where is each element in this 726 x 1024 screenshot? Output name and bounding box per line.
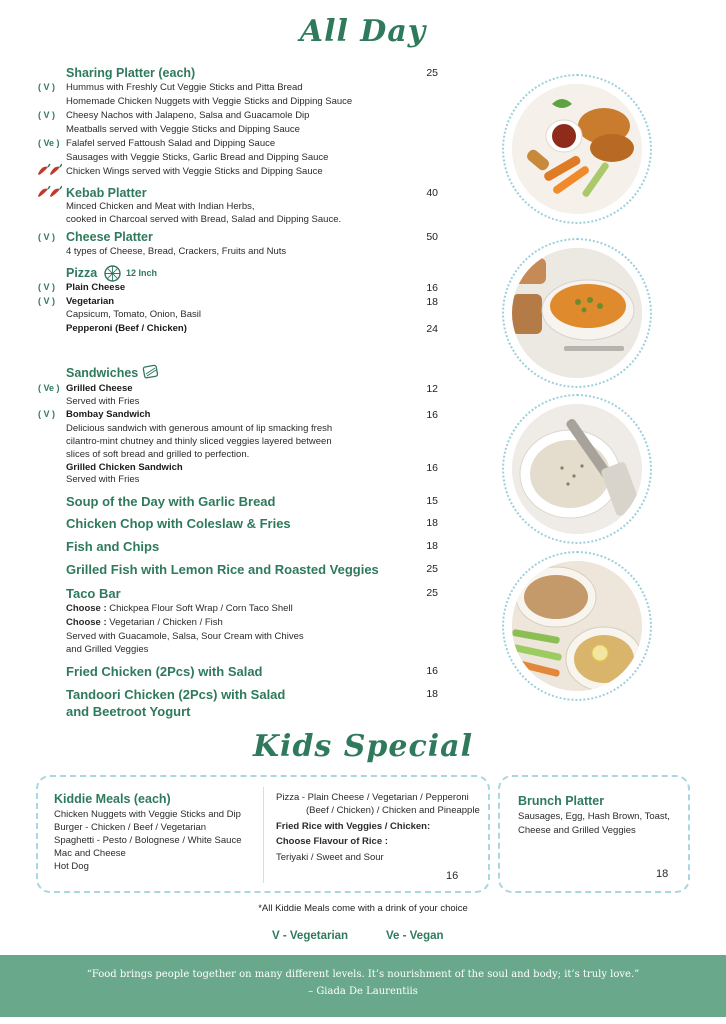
veg-tag: ( V ) [38,296,55,306]
footer-author: – Giada De Laurentiis [308,986,418,997]
sandwich-desc: slices of soft bread and grilled to perfection. [66,449,250,460]
cheese-platter-price: 50 [426,231,438,243]
sandwich-desc: cilantro-mint chutney and thinly sliced veggies layered between [66,436,332,447]
pizza-item-price: 24 [426,323,438,335]
pizza-item-name: Vegetarian [66,296,115,307]
hummus-photo [502,551,652,701]
platter-item: Chicken Wings served with Veggie Sticks and Dipping Sauce [66,166,323,177]
kiddie-meal-item: Pizza - Plain Cheese / Vegetarian / Pepperoni [276,792,469,803]
pizza-item-desc: Capsicum, Tomato, Onion, Basil [66,309,201,320]
footer-quote: “Food brings people together on many different levels. It’s nourishment of the soul and body; it’s truly love.” [86,969,640,980]
sharing-platter-price: 25 [426,67,438,79]
kiddie-meal-item: Choose Flavour of Rice : [276,836,388,847]
taco-bar-title: Taco Bar [66,586,121,601]
kids-special-title: Kids Special [252,729,473,764]
chili-icon [36,185,62,202]
chili-icon [36,163,62,180]
taco-desc-line: and Grilled Veggies [66,644,149,655]
platter-item: Hummus with Freshly Cut Veggie Sticks and Pitta Bread [66,82,303,93]
divider [263,787,264,883]
sandwich-name: Bombay Sandwich [66,409,151,420]
sandwich-price: 16 [426,462,438,474]
tandoori-title-line2: and Beetroot Yogurt [66,704,191,719]
taco-choose-line [66,603,293,614]
taco-choose-label: Choose : [66,617,107,628]
platter-item: Homemade Chicken Nuggets with Veggie Sticks and Dipping Sauce [66,96,353,107]
pizza-item-name: Plain Cheese [66,282,126,293]
platter-item: Meatballs served with Veggie Sticks and Dipping Sauce [66,124,300,135]
pizza-size: 12 Inch [126,268,158,278]
all-day-title: All Day [299,14,427,49]
veg-tag: ( V ) [38,409,55,419]
brunch-price: 18 [656,868,669,880]
vegan-tag: ( Ve ) [38,383,60,393]
taco-bar-price: 25 [426,587,438,599]
brunch-desc: Cheese and Grilled Veggies [518,825,636,836]
kiddie-meal-item: Chicken Nuggets with Veggie Sticks and Dip [54,809,241,820]
taco-choose-label: Choose : [66,603,107,614]
sandwich-desc: Delicious sandwich with generous amount of lip smacking fresh [66,423,333,434]
cheese-platter-title: Cheese Platter [66,230,153,244]
sandwich-icon [142,363,160,385]
taco-choose-text: Chickpea Flour Soft Wrap / Corn Taco Shell [109,603,293,614]
pizza-item-name: Pepperoni (Beef / Chicken) [66,323,187,334]
fried-chicken-title: Fried Chicken (2Pcs) with Salad [66,664,263,679]
taco-choose-text: Vegetarian / Chicken / Fish [109,617,223,628]
sandwich-desc: Served with Fries [66,474,140,485]
brunch-desc: Sausages, Egg, Hash Brown, Toast, [518,811,670,822]
main-item-name: Soup of the Day with Garlic Bread [66,494,276,509]
dip-photo [502,394,652,544]
legend-vegan: Ve - Vegan [386,930,444,942]
vegan-tag: ( Ve ) [38,138,60,148]
main-item-price: 25 [426,563,438,575]
kiddie-meal-item: Hot Dog [54,861,89,872]
kiddie-meal-item: Mac and Cheese [54,848,126,859]
platter-item: Sausages with Veggie Sticks, Garlic Bread and Dipping Sauce [66,152,329,163]
taco-desc-line: Served with Guacamole, Salsa, Sour Cream with Chives [66,631,304,642]
kebab-desc-line: cooked in Charcoal served with Bread, Salad and Dipping Sauce. [66,214,342,225]
brunch-platter-title: Brunch Platter [518,794,605,808]
main-item-name: Chicken Chop with Coleslaw & Fries [66,516,291,531]
veg-tag: ( V ) [38,232,55,242]
main-item-name: Fish and Chips [66,539,160,554]
sandwich-name: Grilled Cheese [66,383,133,394]
kebab-platter-price: 40 [426,187,438,199]
kebab-platter-title: Kebab Platter [66,186,147,200]
pizza-item-price: 18 [426,296,438,308]
sharing-platter-title: Sharing Platter (each) [66,66,196,80]
fried-chicken-price: 16 [426,665,438,677]
kiddie-meal-item: Teriyaki / Sweet and Sour [276,852,384,863]
sandwich-price: 12 [426,383,438,395]
footer-quote-bar [0,955,726,1017]
kiddie-meals-price: 16 [446,870,459,882]
pizza-title: Pizza [66,266,98,280]
main-item-name: Grilled Fish with Lemon Rice and Roasted Veggies [66,562,379,577]
main-item-price: 18 [426,517,438,529]
main-item-price: 18 [426,540,438,552]
kiddie-meal-item: Spaghetti - Pesto / Bolognese / White Sauce [54,835,242,846]
platter-photo [502,74,652,224]
main-item-price: 15 [426,495,438,507]
kiddie-meal-item: (Beef / Chicken) / Chicken and Pineapple [306,805,480,816]
sandwiches-title: Sandwiches [66,366,139,380]
veg-tag: ( V ) [38,82,55,92]
kiddie-meal-item: Fried Rice with Veggies / Chicken: [276,821,431,832]
veg-tag: ( V ) [38,282,55,292]
kebab-desc-line: Minced Chicken and Meat with Indian Herbs, [66,201,255,212]
taco-choose-line [66,617,223,628]
tandoori-price: 18 [426,688,438,700]
drink-note: *All Kiddie Meals come with a drink of your choice [258,903,468,914]
sandwich-name: Grilled Chicken Sandwich [66,462,183,473]
legend-vegetarian: V - Vegetarian [272,930,349,942]
kiddie-meals-title: Kiddie Meals (each) [54,792,171,806]
kiddie-meal-item: Burger - Chicken / Beef / Vegetarian [54,822,207,833]
soup-photo [502,238,652,388]
sandwich-desc: Served with Fries [66,396,140,407]
veg-tag: ( V ) [38,110,55,120]
pizza-item-price: 16 [426,282,438,294]
cheese-platter-desc: 4 types of Cheese, Bread, Crackers, Fruits and Nuts [66,246,287,257]
platter-item: Cheesy Nachos with Jalapeno, Salsa and Guacamole Dip [66,110,310,121]
sandwich-price: 16 [426,409,438,421]
platter-item: Falafel served Fattoush Salad and Dipping Sauce [66,138,276,149]
tandoori-title-line1: Tandoori Chicken (2Pcs) with Salad [66,687,286,702]
